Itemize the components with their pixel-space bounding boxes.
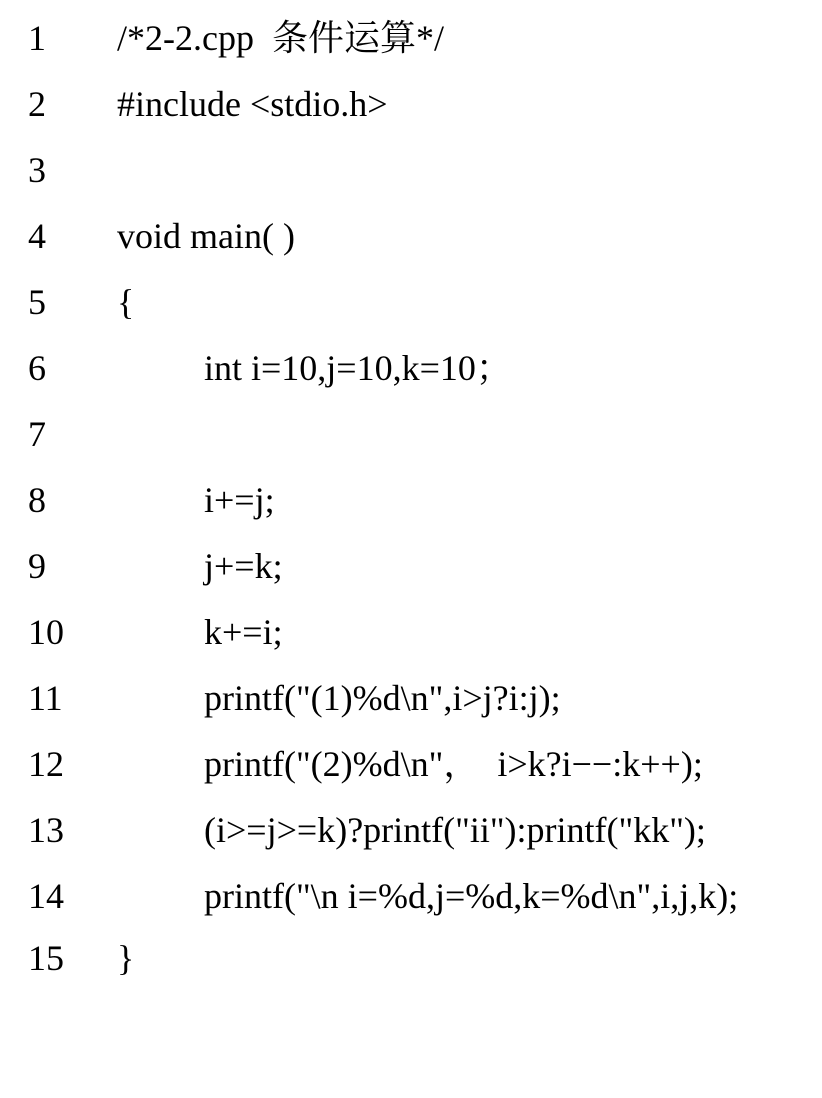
line-number: 2 <box>28 84 46 124</box>
line-number: 8 <box>28 480 46 520</box>
line-number: 7 <box>28 414 46 454</box>
line-number: 5 <box>28 282 46 322</box>
code-line-15 <box>0 938 822 1004</box>
code-line-6 <box>0 348 822 414</box>
code-text: int i=10,j=10,k=10； <box>204 348 512 388</box>
code-line-12 <box>0 744 822 810</box>
code-text: k+=i; <box>204 612 283 652</box>
code-line-5 <box>0 282 822 348</box>
code-text: { <box>117 282 135 322</box>
line-number: 3 <box>28 150 46 190</box>
code-line-10 <box>0 612 822 678</box>
code-line-14 <box>0 876 822 942</box>
line-number: 14 <box>28 876 64 916</box>
code-text: j+=k; <box>204 546 283 586</box>
code-text: printf("(1)%d\n",i>j?i:j); <box>204 678 561 718</box>
code-line-11 <box>0 678 822 744</box>
line-number: 9 <box>28 546 46 586</box>
code-text: } <box>117 938 135 978</box>
line-number: 4 <box>28 216 46 256</box>
code-text: i+=j; <box>204 480 275 520</box>
code-line-4 <box>0 216 822 282</box>
code-line-13 <box>0 810 822 876</box>
line-number: 13 <box>28 810 64 850</box>
line-number: 15 <box>28 938 64 978</box>
code-text: void main( ) <box>117 216 295 256</box>
code-line-9 <box>0 546 822 612</box>
code-text: #include <stdio.h> <box>117 84 388 124</box>
code-line-3 <box>0 150 822 216</box>
line-number: 1 <box>28 18 46 58</box>
line-number: 12 <box>28 744 64 784</box>
line-number: 11 <box>28 678 63 718</box>
code-text: (i>=j>=k)?printf("ii"):printf("kk"); <box>204 810 706 850</box>
code-text: /*2-2.cpp 条件运算*/ <box>117 18 444 58</box>
line-number: 10 <box>28 612 64 652</box>
code-line-8 <box>0 480 822 546</box>
line-number: 6 <box>28 348 46 388</box>
code-line-2 <box>0 84 822 150</box>
code-text: printf("\n i=%d,j=%d,k=%d\n",i,j,k); <box>204 876 739 916</box>
code-text: printf("(2)%d\n"， i>k?i−−:k++); <box>204 744 703 784</box>
code-line-1 <box>0 18 822 84</box>
code-line-7 <box>0 414 822 480</box>
